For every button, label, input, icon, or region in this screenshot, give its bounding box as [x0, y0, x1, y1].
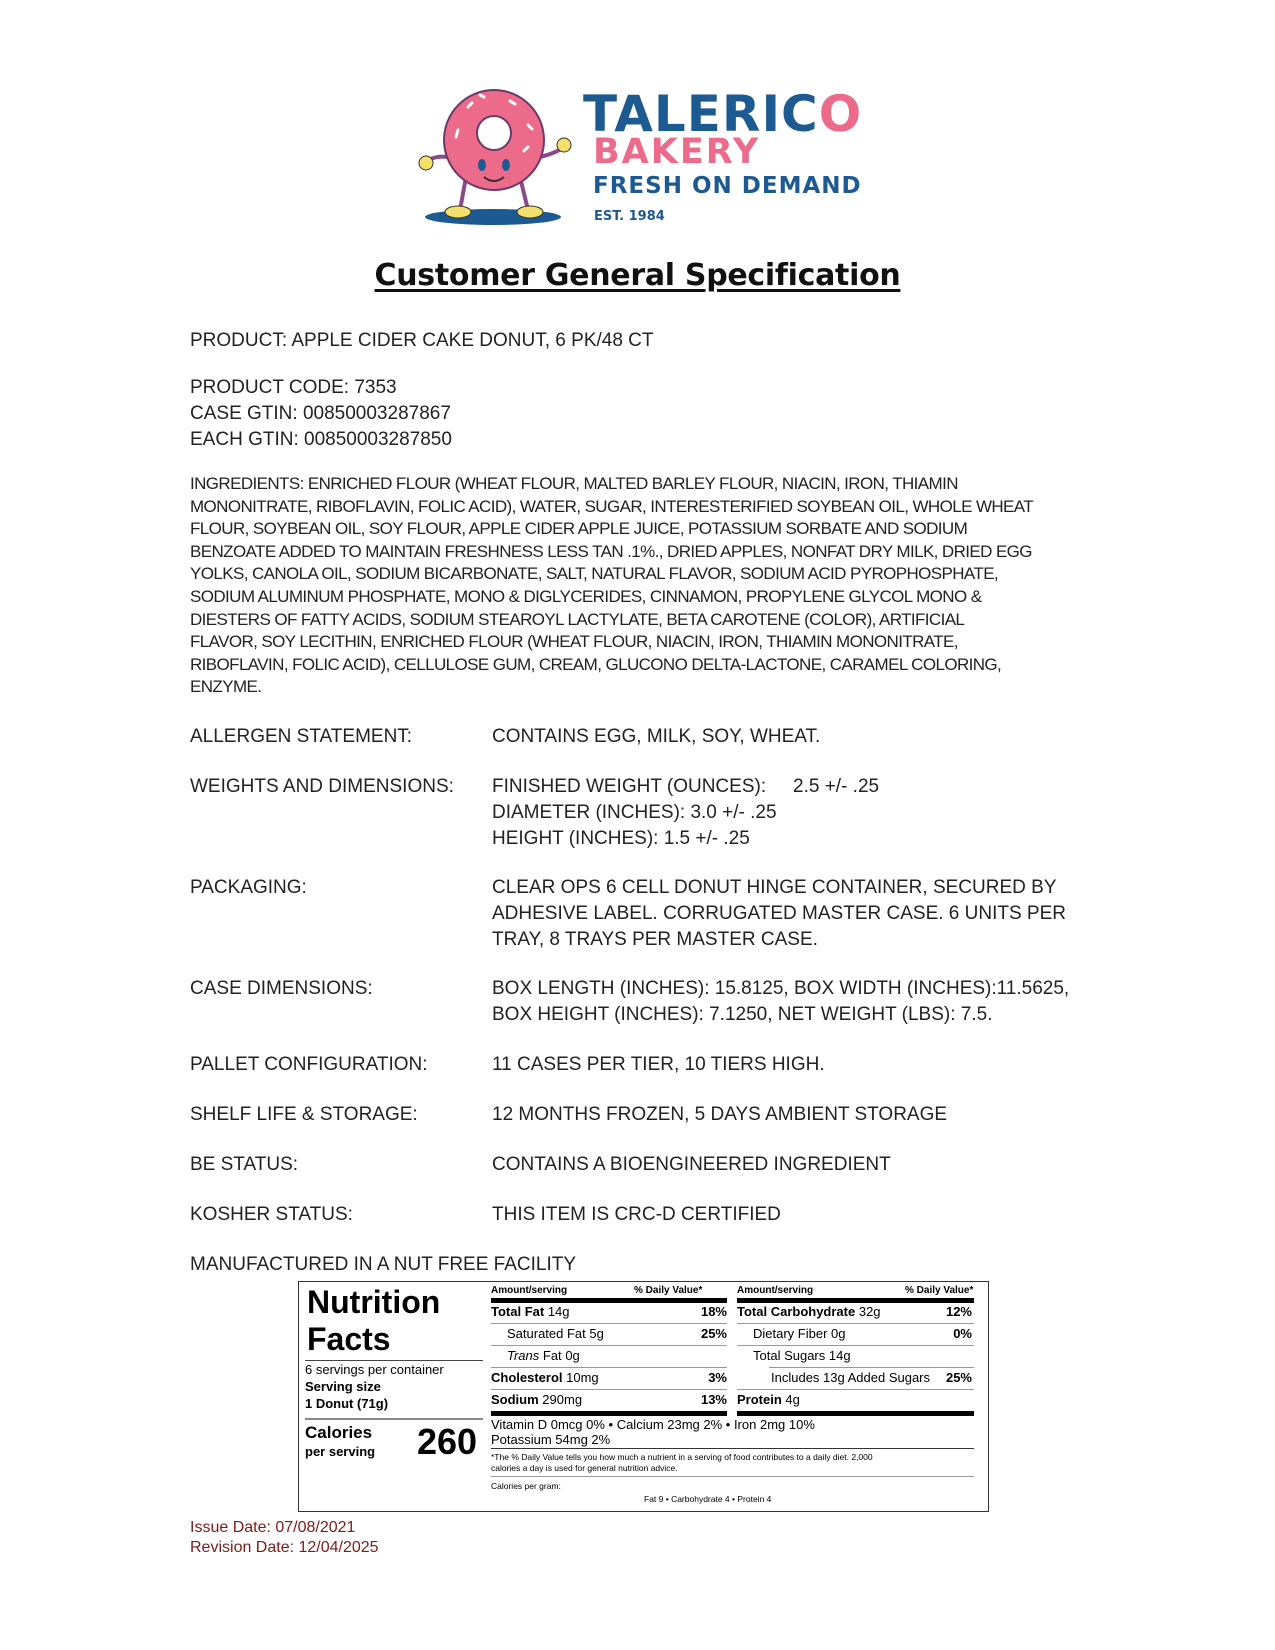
- issue-date: Issue Date: 07/08/2021: [190, 1519, 356, 1536]
- dv-sodium: 13%: [700, 1392, 727, 1407]
- company-logo: [418, 85, 873, 230]
- calories-value: 260: [417, 1421, 478, 1462]
- spec-value-kosher: THIS ITEM IS CRC-D CERTIFIED: [492, 1204, 781, 1225]
- nutrition-facts-panel: [298, 1281, 989, 1512]
- spec-value-shelf-life: 12 MONTHS FROZEN, 5 DAYS AMBIENT STORAGE: [492, 1104, 948, 1125]
- ingredients-line: FLOUR, SOYBEAN OIL, SOY FLOUR, APPLE CIDER APPLE JUICE, POTASSIUM SORBATE AND SODIUM: [190, 519, 968, 539]
- spec-label-packaging: PACKAGING:: [190, 877, 307, 898]
- ingredients-statement: [190, 473, 1090, 699]
- calories-per-gram-values: Fat 9 • Carbohydrate 4 • Protein 4: [644, 1494, 772, 1504]
- spec-label-shelf-life: SHELF LIFE & STORAGE:: [190, 1104, 418, 1125]
- dv-added-sugars: 25%: [945, 1370, 972, 1385]
- logo-established: EST. 1984: [594, 209, 665, 224]
- spec-value-weight-number: 2.5 +/- .25: [793, 776, 880, 797]
- nutrient-total-sugars: Total Sugars 14g: [753, 1348, 851, 1363]
- ingredients-line: BENZOATE ADDED TO MAINTAIN FRESHNESS LESS TAN .1%., DRIED APPLES, NONFAT DRY MILK, DRIED EGG: [190, 541, 1032, 561]
- donut-mascot-icon: [418, 85, 578, 230]
- revision-date: Revision Date: 12/04/2025: [190, 1539, 379, 1556]
- serving-size-value: 1 Donut (71g): [305, 1396, 389, 1411]
- nutrient-sodium: Sodium 290mg: [491, 1392, 583, 1407]
- spec-label-kosher: KOSHER STATUS:: [190, 1204, 353, 1225]
- calories-per-gram-label: Calories per gram:: [491, 1481, 561, 1491]
- ingredients-line: FLAVOR, SOY LECITHIN, ENRICHED FLOUR (WHEAT FLOUR, NIACIN, IRON, THIAMIN MONONITRATE,: [190, 632, 958, 652]
- amount-serving-header: Amount/serving: [491, 1285, 568, 1296]
- dv-cholesterol: 3%: [708, 1370, 727, 1385]
- spec-label-allergen: ALLERGEN STATEMENT:: [190, 726, 413, 747]
- vitamins-minerals: Vitamin D 0mcg 0% • Calcium 23mg 2% • Iron 2mg 10%: [491, 1417, 815, 1432]
- nut-free-statement: MANUFACTURED IN A NUT FREE FACILITY: [190, 1254, 577, 1275]
- spec-value-case-dimensions: BOX HEIGHT (INCHES): 7.1250, NET WEIGHT (LBS): 7.5.: [492, 1004, 993, 1025]
- nutrition-title: Nutrition Facts: [307, 1284, 441, 1357]
- nutrient-protein: Protein 4g: [737, 1392, 800, 1407]
- spec-value-allergen: CONTAINS EGG, MILK, SOY, WHEAT.: [492, 726, 821, 747]
- ingredients-line: DIESTERS OF FATTY ACIDS, SODIUM STEAROYL LACTYLATE, BETA CAROTENE (COLOR), ARTIFICIAL: [190, 609, 965, 629]
- ingredients-line: MONONITRATE, RIBOFLAVIN, FOLIC ACID), WATER, SUGAR, INTERESTERIFIED SOYBEAN OIL, WHOLE WHEAT: [190, 496, 1034, 516]
- spec-value-case-dimensions: BOX LENGTH (INCHES): 15.8125, BOX WIDTH (INCHES):11.5625,: [492, 978, 1070, 999]
- product-code: PRODUCT CODE: 7353: [190, 377, 397, 398]
- spec-value-be-status: CONTAINS A BIOENGINEERED INGREDIENT: [492, 1154, 891, 1175]
- amount-serving-header-right: Amount/serving: [737, 1285, 814, 1296]
- spec-value-packaging: CLEAR OPS 6 CELL DONUT HINGE CONTAINER, SECURED BY: [492, 877, 1057, 898]
- nutrient-total-fat: Total Fat 14g: [491, 1304, 570, 1319]
- nutrient-trans-fat: Trans Fat 0g: [507, 1348, 580, 1363]
- each-gtin: EACH GTIN: 00850003287850: [190, 429, 452, 450]
- page-title: Customer General Specification: [374, 258, 901, 293]
- potassium: Potassium 54mg 2%: [491, 1432, 611, 1447]
- ingredients-line: RIBOFLAVIN, FOLIC ACID), CELLULOSE GUM, CREAM, GLUCONO DELTA-LACTONE, CARAMEL COLORING,: [190, 654, 1002, 674]
- dv-total-carbohydrate: 12%: [945, 1304, 972, 1319]
- logo-bakery: BAKERY: [593, 132, 761, 172]
- daily-value-header: % Daily Value*: [634, 1285, 703, 1296]
- daily-value-header-right: % Daily Value*: [905, 1285, 974, 1296]
- serving-size-label: Serving size: [305, 1379, 381, 1394]
- spec-value-height: HEIGHT (INCHES): 1.5 +/- .25: [492, 828, 750, 849]
- spec-value-weight: FINISHED WEIGHT (OUNCES):: [492, 776, 767, 797]
- logo-brand-name: TALERICO: [583, 85, 863, 143]
- spec-label-weights: WEIGHTS AND DIMENSIONS:: [190, 776, 454, 797]
- logo-tagline: FRESH ON DEMAND: [593, 173, 862, 199]
- daily-value-footnote: *The % Daily Value tells you how much a nutrient in a serving of food contributes to a daily diet. 2,000: [491, 1452, 873, 1462]
- dv-saturated-fat: 25%: [700, 1326, 727, 1341]
- calories-label: Calories: [305, 1423, 373, 1442]
- spec-label-case-dimensions: CASE DIMENSIONS:: [190, 978, 373, 999]
- nutrient-added-sugars: Includes 13g Added Sugars: [771, 1370, 931, 1385]
- spec-label-pallet: PALLET CONFIGURATION:: [190, 1054, 428, 1075]
- ingredients-line: INGREDIENTS: ENRICHED FLOUR (WHEAT FLOUR, MALTED BARLEY FLOUR, NIACIN, IRON, THIAMIN: [190, 474, 958, 493]
- spec-label-be-status: BE STATUS:: [190, 1154, 299, 1175]
- dv-total-fat: 18%: [700, 1304, 727, 1319]
- spec-value-diameter: DIAMETER (INCHES): 3.0 +/- .25: [492, 802, 777, 823]
- spec-value-packaging: TRAY, 8 TRAYS PER MASTER CASE.: [492, 929, 818, 950]
- daily-value-footnote: calories a day is used for general nutrition advice.: [491, 1463, 678, 1473]
- ingredients-line: ENZYME.: [190, 677, 262, 697]
- ingredients-line: YOLKS, CANOLA OIL, SODIUM BICARBONATE, SALT, NATURAL FLAVOR, SODIUM ACID PYROPHOSPHATE,: [190, 564, 999, 584]
- spec-value-packaging: ADHESIVE LABEL. CORRUGATED MASTER CASE. 6 UNITS PER: [492, 903, 1066, 924]
- spec-value-pallet: 11 CASES PER TIER, 10 TIERS HIGH.: [492, 1054, 825, 1075]
- product-name: PRODUCT: APPLE CIDER CAKE DONUT, 6 PK/48 CT: [190, 330, 654, 351]
- nutrient-cholesterol: Cholesterol 10mg: [491, 1370, 599, 1385]
- dv-dietary-fiber: 0%: [953, 1326, 972, 1341]
- nutrient-total-carbohydrate: Total Carbohydrate 32g: [737, 1304, 881, 1319]
- nutrient-dietary-fiber: Dietary Fiber 0g: [753, 1326, 846, 1341]
- case-gtin: CASE GTIN: 00850003287867: [190, 403, 451, 424]
- ingredients-line: SODIUM ALUMINUM PHOSPHATE, MONO & DIGLYCERIDES, CINNAMON, PROPYLENE GLYCOL MONO &: [190, 586, 982, 606]
- per-serving-label: per serving: [305, 1444, 376, 1459]
- nutrient-saturated-fat: Saturated Fat 5g: [507, 1326, 604, 1341]
- servings-per-container: 6 servings per container: [305, 1362, 444, 1377]
